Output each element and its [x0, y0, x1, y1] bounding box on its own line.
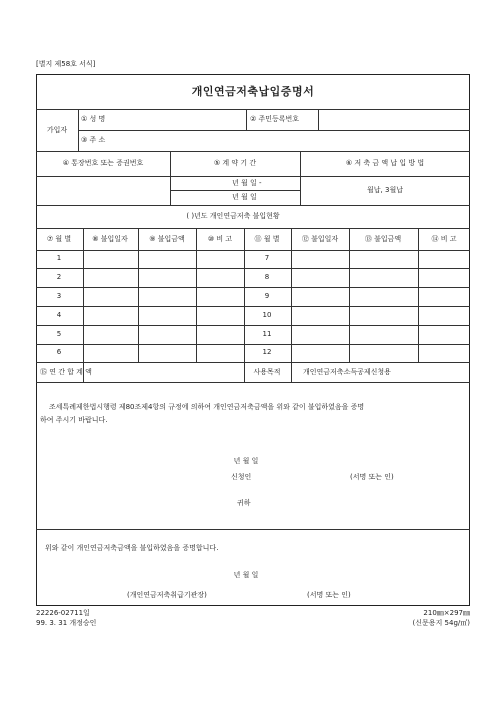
period-to: 년 월 일 [232, 193, 257, 201]
rule-period-right [300, 151, 301, 205]
certify-text: 위와 같이 개인연금저축금액을 불입하였음을 증명합니다. [45, 544, 219, 552]
rule-request-bottom [36, 529, 470, 530]
rule-period-mid [170, 190, 300, 191]
pay-amount-header-left: ⑨ 불입금액 [149, 235, 185, 243]
month-cell: 2 [56, 273, 62, 281]
applicant-sign-or-seal: (서명 또는 인) [350, 473, 394, 481]
month-cell: 1 [56, 254, 62, 262]
rule-resident-left [246, 109, 247, 130]
addressee-label: 귀하 [237, 499, 251, 507]
remarks-header-left: ⑩ 비 고 [207, 235, 233, 243]
name-label: ① 성 명 [81, 115, 106, 123]
rule-columns-header [36, 176, 470, 177]
issuer-sign-or-seal: (서명 또는 인) [307, 591, 351, 599]
rule-row-4 [36, 325, 470, 326]
page-title: 개인연금저축납입증명서 [191, 85, 315, 98]
issuer-label: (개인연금저축취급기관장) [127, 591, 207, 599]
month-cell: 3 [56, 292, 62, 300]
rule-month-header [36, 250, 470, 251]
rule-total-bottom [36, 382, 470, 383]
rule-period-left [170, 151, 171, 205]
rule-row-3 [36, 306, 470, 307]
month-cell: 11 [262, 330, 272, 338]
rule-resident-right [318, 109, 319, 130]
usage-label: 사용목적 [253, 368, 281, 376]
month-cell: 6 [56, 348, 62, 356]
request-text-line2: 하여 주시기 바랍니다. [40, 416, 108, 424]
address-label: ③ 주 소 [81, 136, 106, 144]
footer-code: 22226-02711일 [36, 609, 90, 617]
rule-col-f [349, 228, 350, 362]
payment-method-value: 월납, 3월납 [367, 186, 403, 194]
month-cell: 12 [262, 348, 272, 356]
rule-col-g [418, 228, 419, 362]
month-cell: 7 [264, 254, 270, 262]
rule-title-bottom [36, 109, 470, 110]
month-header-left: ⑦ 월 별 [46, 235, 72, 243]
usage-value: 개인연금저축소득공제신청용 [303, 368, 391, 376]
month-header-right: ⑪ 월 별 [254, 235, 280, 243]
rule-subscriber-left [78, 109, 79, 151]
remarks-header-right: ⑭ 비 고 [431, 235, 457, 243]
rule-col-a [83, 228, 84, 382]
footer-paper-size: 210㎜×297㎜ [423, 609, 470, 617]
request-date: 년 월 일 [233, 457, 259, 465]
rule-values-bottom [36, 205, 470, 206]
month-cell: 8 [264, 273, 270, 281]
status-header: ( )년도 개인연금저축 불입현황 [186, 212, 280, 220]
footer-approval: 99. 3. 31 개정승인 [36, 619, 97, 627]
certify-date: 년 월 일 [233, 571, 259, 579]
rule-row-1 [36, 268, 470, 269]
rule-status-bottom [36, 228, 470, 229]
form-number-label: [별지 제58호 서식] [36, 60, 96, 68]
rule-row-5 [36, 344, 470, 345]
rule-col-b [138, 228, 139, 362]
contract-period-header: ⑤ 계 약 기 간 [213, 159, 257, 167]
rule-subscriber-bottom [36, 151, 470, 152]
request-text-line1: 조세특례제한법시행령 제80조제4항의 규정에 의하여 개인연금저축금액을 위와 같이 불입하였음을 증명 [49, 403, 365, 411]
rule-name-row [78, 130, 470, 131]
pay-date-header-left: ⑧ 불입일자 [92, 235, 128, 243]
applicant-label: 신청인 [231, 473, 252, 481]
payment-method-header: ⑥ 저 축 금 액 납 입 방 법 [345, 159, 425, 167]
rule-col-e [291, 228, 292, 382]
rule-col-d [244, 228, 245, 382]
pay-amount-header-right: ⑬ 불입금액 [364, 235, 402, 243]
resident-number-label: ② 주민등록번호 [250, 115, 300, 123]
subscriber-label: 가입자 [46, 126, 68, 134]
rule-row-2 [36, 287, 470, 288]
rule-col-c [196, 228, 197, 362]
month-cell: 4 [56, 311, 62, 319]
rule-row-6 [36, 362, 470, 363]
certificate-form [36, 74, 470, 606]
period-from: 년 월 일 - [232, 179, 262, 187]
month-cell: 5 [56, 330, 62, 338]
pay-date-header-right: ⑫ 불입일자 [301, 235, 339, 243]
month-cell: 9 [264, 292, 270, 300]
annual-total-label: ⑮ 연 간 합 계 액 [40, 368, 92, 376]
month-cell: 10 [262, 311, 272, 319]
footer-paper-type: (신문용지 54g/㎡) [412, 619, 470, 627]
account-number-header: ④ 통장번호 또는 증권번호 [62, 159, 144, 167]
